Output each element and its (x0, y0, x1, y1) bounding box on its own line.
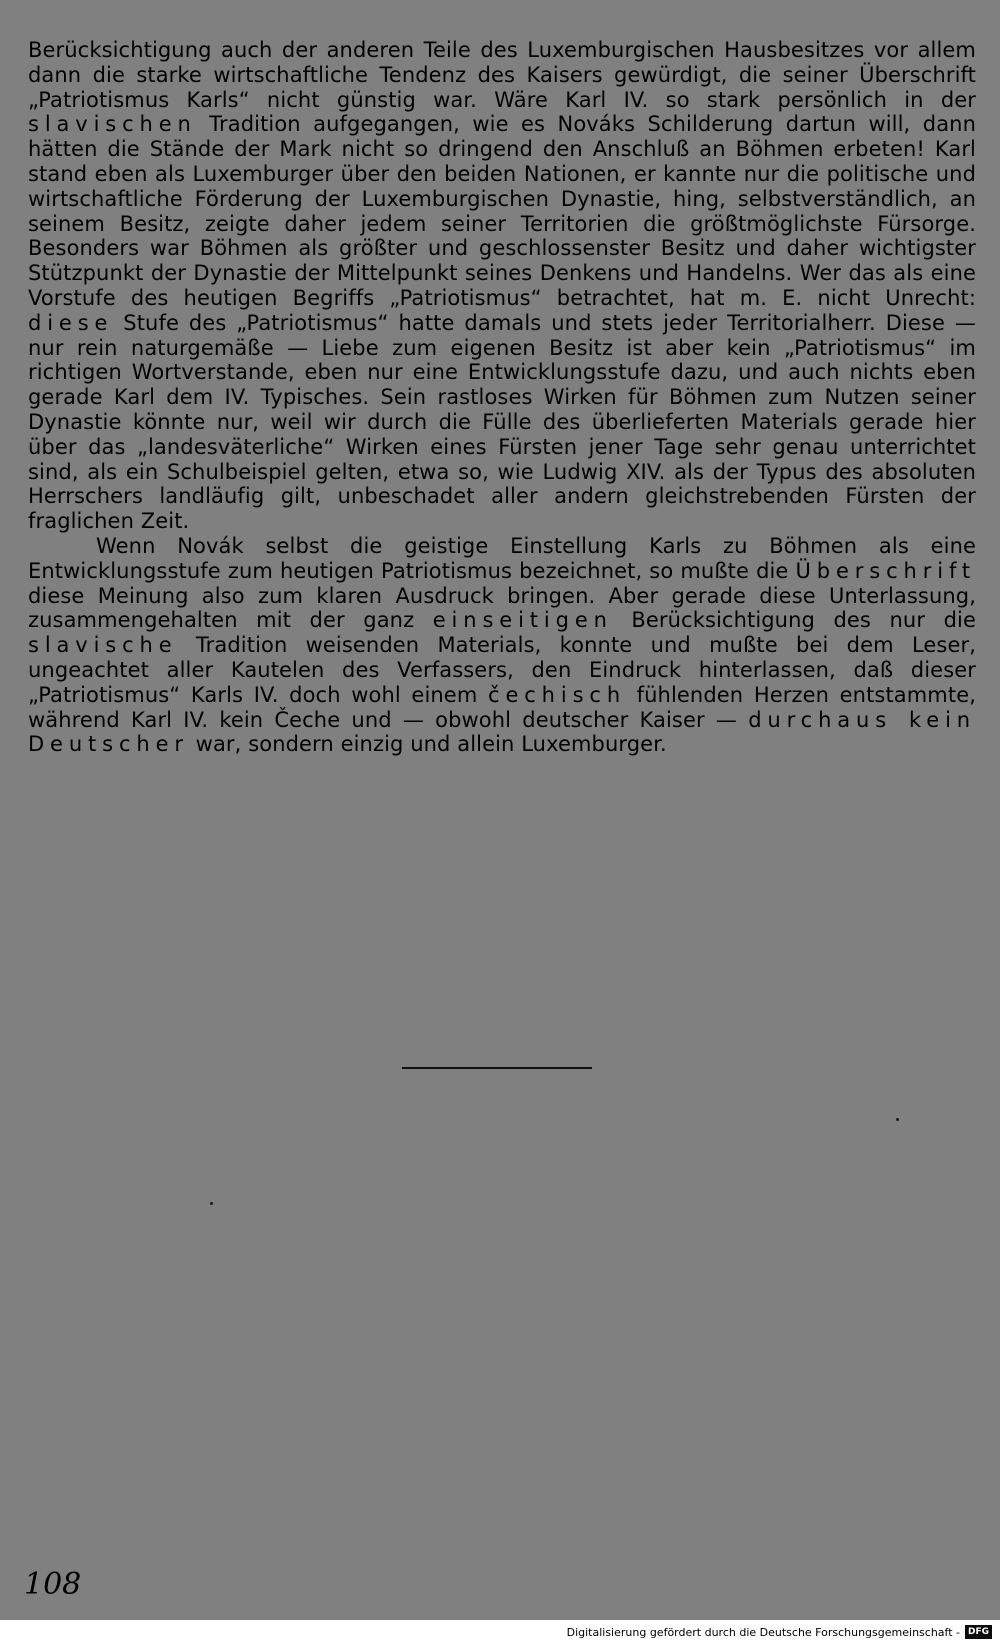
scan-speck (210, 1202, 213, 1205)
spaced-emphasis: diese (28, 310, 114, 335)
section-divider-rule (402, 1067, 592, 1069)
footer-credit: Digitalisierung gefördert durch die Deutsche Forschungsgemeinschaft - (566, 1625, 960, 1639)
paragraph-1: Berücksichtigung auch der anderen Teile des Luxemburgischen Hausbesitzes vor allem dann die starke wirtschaftliche Tendenz des Kaisers gewürdigt, die seiner Überschrift „Patriotismus Karls“ nicht günstig war. Wäre Karl IV. so stark persönlich in der slavischen Tradition aufgegangen, wie es Nováks Schilderung dartun will, dann hätten die Stände der Mark nicht so dringend den Anschluß an Böhmen erbeten! Karl stand eben als Luxemburger über den beiden Nationen, er kannte nur die politische und wirtschaftliche Förderung der Luxemburgischen Dynastie, hing, selbstverständlich, an seinem Besitz, zeigte daher jedem seiner Territorien die größtmöglichste Fürsorge. Besonders war Böhmen als größter und geschlossenster Besitz und daher wichtigster Stützpunkt der Dynastie der Mittelpunkt seines Denkens und Handelns. Wer das als eine Vorstufe des heutigen Begriffs „Patriotismus“ betrachtet, hat m. E. nicht Unrecht: diese Stufe des „Patriotismus“ hatte damals und stets jeder Territorialherr. Diese — nur rein naturgemäße — Liebe zum eigenen Besitz ist aber kein „Patriotismus“ im richtigen Wortverstande, eben nur eine Entwicklungsstufe dazu, und auch nichts eben gerade Karl dem IV. Typisches. Sein rastloses Wirken für Böhmen zum Nutzen seiner Dynastie könnte nur, weil wir durch die Fülle des überlieferten Materials gerade hier über das „landesväterliche“ Wirken eines Fürsten jener Tage sehr genau unterrichtet sind, als ein Schulbeispiel gelten, etwa so, wie Ludwig XIV. als der Typus des absoluten Herrschers landläufig gilt, unbeschadet aller andern gleichstrebenden Fürsten der fraglichen Zeit. (28, 38, 976, 534)
spaced-emphasis: Überschrift (795, 558, 976, 583)
spaced-emphasis: slavische (28, 633, 178, 658)
digitization-footer (567, 1624, 992, 1640)
spaced-emphasis: durchaus kein Deutscher (28, 707, 976, 757)
spaced-emphasis: čechisch (488, 682, 627, 707)
body-text (28, 38, 976, 757)
paragraph-2: Wenn Novák selbst die geistige Einstellung Karls zu Böhmen als eine Entwicklungsstufe zum heutigen Patriotismus bezeichnet, so mußte die Überschrift diese Meinung also zum klaren Ausdruck bringen. Aber gerade diese Unterlassung, zusammengehalten mit der ganz einseitigen Berücksichtigung des nur die slavische Tradition weisenden Materials, konnte und mußte bei dem Leser, ungeachtet aller Kautelen des Verfassers, den Eindruck hinterlassen, daß dieser „Patriotismus“ Karls IV. doch wohl einem čechisch fühlenden Herzen entstammte, während Karl IV. kein Čeche und — obwohl deutscher Kaiser — durchaus kein Deutscher war, sondern einzig und allein Luxemburger. (28, 533, 976, 757)
spaced-emphasis: slavischen (28, 112, 197, 137)
scan-speck (896, 1118, 899, 1121)
spaced-emphasis: einseitigen (432, 608, 613, 633)
dfg-logo: DFG (965, 1625, 992, 1639)
page-number: 108 (24, 1567, 82, 1602)
